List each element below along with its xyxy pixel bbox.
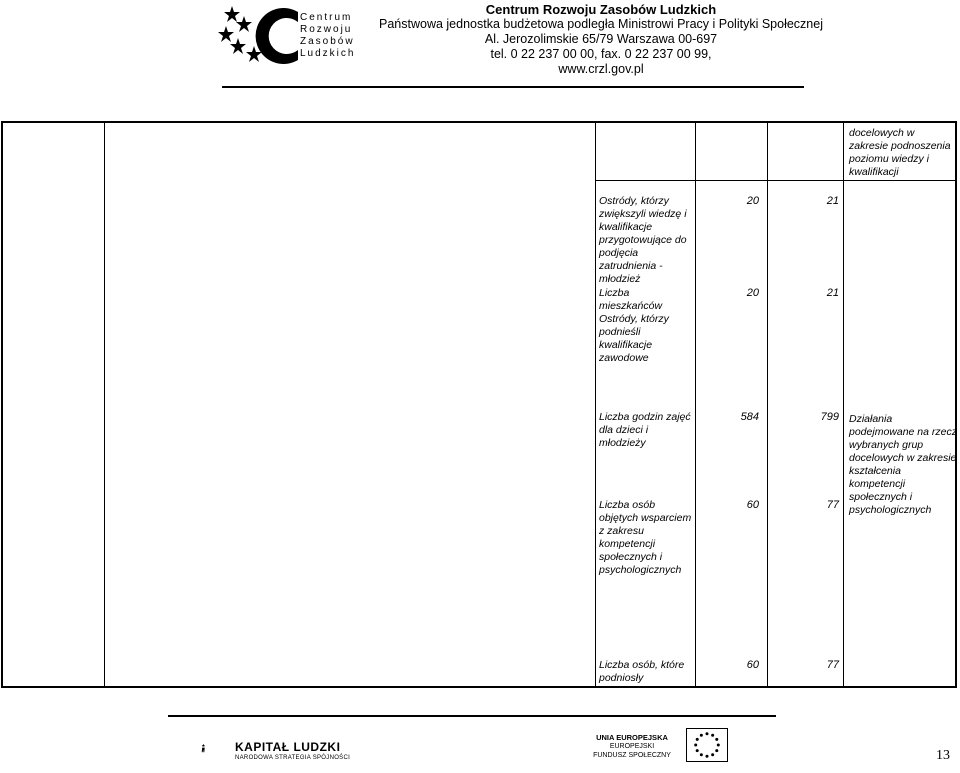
column-divider [104,123,105,686]
institution-info [366,2,836,77]
logo-wordmark [300,12,355,60]
kapital-ludzki-logo-icon [200,726,230,770]
eu-fund-line: FUNDUSZ SPOŁECZNY [593,752,671,759]
institution-subtitle: Państwowa jednostka budżetowa podległa Ministrowi Pracy i Polityki Społecznej [379,17,823,31]
logo-word: Zasobów [300,36,355,47]
table-cell-value: 21 [826,287,839,299]
letterhead [0,0,960,92]
table-cell-value: 77 [826,659,839,671]
footer-divider [168,715,776,717]
table-cell-value: 20 [746,287,759,299]
table-row-label: Ostródy, którzy zwiększyli wiedzę i kwalifikacje przygotowujące do podjęcia zatrudnienia - młodzież [599,195,687,285]
institution-website: www.crzl.gov.pl [558,62,644,76]
table-cell-value: 77 [826,499,839,511]
table-row-label: Liczba osób, które podniosły [599,659,685,684]
eu-fund-line: EUROPEJSKI [609,743,655,750]
logo-word: Ludzkich [300,48,356,59]
table-row-label: Liczba osób objętych wsparciem z zakresu kompetencji społecznych i psychologicznych [599,499,692,576]
institution-name: Centrum Rozwoju Zasobów Ludzkich [485,2,717,17]
table-cell-value: 60 [746,499,759,511]
page-number: 13 [936,748,950,763]
eu-flag-icon [686,728,728,762]
target-group-note: docelowych w zakresie podnoszenia poziomu wiedzy i kwalifikacji [849,127,951,178]
kapital-ludzki-title: KAPITAŁ LUDZKI [235,740,341,754]
indicators-table [1,121,957,688]
eu-name: UNIA EUROPEJSKA [596,733,668,742]
header-divider [222,86,804,88]
column-divider [595,123,596,686]
kapital-ludzki-subtitle: NARODOWA STRATEGIA SPÓJNOŚCI [235,755,351,761]
action-note: Działania podejmowane na rzecz wybranych grup docelowych w zakresie kształcenia kompetencji społecznych i psychologicznych [849,413,957,516]
column-divider [767,123,768,686]
table-cell-value: 20 [746,195,759,207]
table-row-label: Liczba godzin zajęć dla dzieci i młodzieży [599,411,691,449]
institution-phone: tel. 0 22 237 00 00, fax. 0 22 237 00 99, [490,47,712,61]
table-cell-value: 799 [820,411,839,423]
logo-word: Centrum [300,12,353,23]
table-cell-value: 60 [746,659,759,671]
table-cell-value: 584 [740,411,759,423]
logo-word: Rozwoju [300,24,353,35]
table-row-label: Liczba mieszkańców Ostródy, którzy podnieśli kwalifikacje zawodowe [599,287,669,364]
column-divider [843,123,844,686]
eu-fund-label [580,733,684,760]
institution-address: Al. Jerozolimskie 65/79 Warszawa 00-697 [484,32,718,46]
table-cell-value: 21 [826,195,839,207]
column-divider [695,123,696,686]
row-divider [595,180,955,181]
